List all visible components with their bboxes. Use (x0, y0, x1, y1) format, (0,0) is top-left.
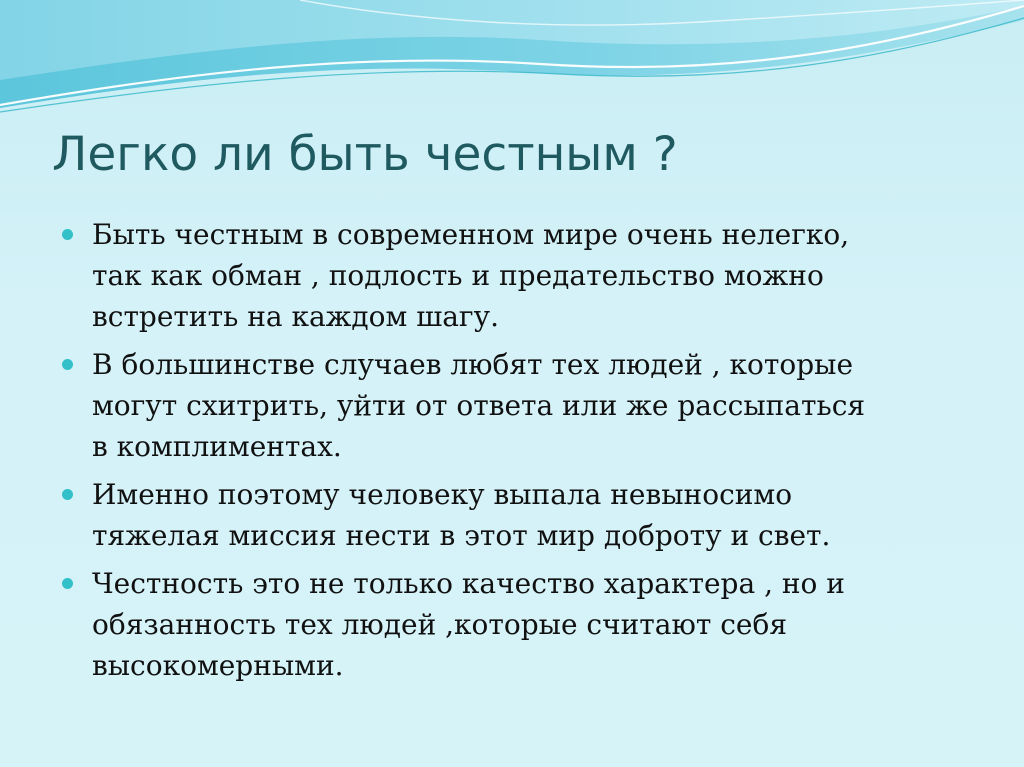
bullet-dot-icon (62, 578, 73, 589)
bullet-line: встретить на каждом шагу. (92, 300, 499, 333)
bullet-line: высокомерными. (92, 649, 344, 682)
bullet-dot-icon (62, 489, 73, 500)
bullet-item (62, 563, 962, 686)
bullet-line: тяжелая миссия нести в этот мир доброту и свет. (92, 519, 831, 552)
bullet-line: Быть честным в современном мире очень нелегко, (92, 218, 850, 251)
bullet-line: В большинстве случаев любят тех людей , которые (92, 348, 854, 381)
bullet-dot-icon (62, 359, 73, 370)
bullet-item (62, 474, 962, 556)
bullet-line: в комплиментах. (92, 430, 342, 463)
bullet-line: обязанность тех людей ,которые считают себя (92, 608, 787, 641)
slide-title: Легко ли быть честным ? (52, 127, 678, 182)
bullet-list (62, 214, 962, 693)
bullet-line: Честность это не только качество характера , но и (92, 567, 845, 600)
bullet-dot-icon (62, 229, 73, 240)
bullet-item (62, 344, 962, 467)
bullet-line: могут схитрить, уйти от ответа или же рассыпаться (92, 389, 866, 422)
bullet-line: Именно поэтому человеку выпала невыносимо (92, 478, 793, 511)
bullet-item (62, 214, 962, 337)
bullet-line: так как обман , подлость и предательство можно (92, 259, 824, 292)
wave-decoration (0, 0, 1024, 130)
